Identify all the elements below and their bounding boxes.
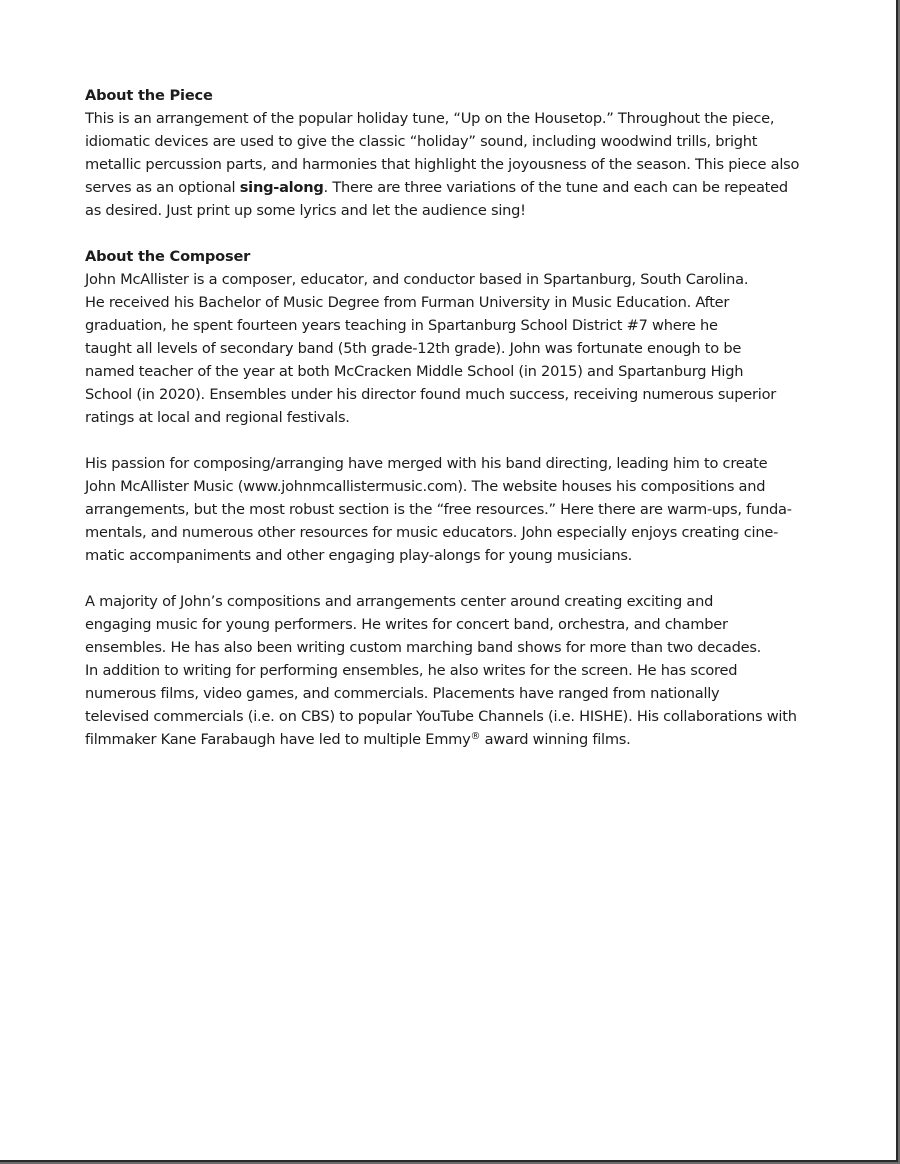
about-piece-text-start: This is an arrangement of the popular holiday tune, “Up on the Housetop.” Throughout the piece, idiomatic devices are used to give the classic “holiday” sound, including woodwind trills, bright metallic percussion parts, and harmonies that highlight the joyousness of the season. This piece also serves as an optional <box>85 110 800 196</box>
about-composer-heading: About the Composer <box>85 248 251 265</box>
about-piece-heading: About the Piece <box>85 87 213 104</box>
composer-bio-paragraph-3-text: A majority of John’s compositions and arrangements center around creating exciting and engaging music for young performers. He writes for concert band, orchestra, and chamber ensembles. He has also been writing custom marching band shows for more than two decades. In addition to writing for performing ensembles, he also writes for the screen. He has scored numerous films, video games, and commercials. Placements have ranged from nationally televised commercials (i.e. on CBS) to popular YouTube Channels (i.e. HISHE). His collaborations with filmmaker Kane Farabaugh have led to multiple Emmy <box>85 593 797 748</box>
about-piece-section <box>85 84 825 222</box>
page-content <box>85 84 825 751</box>
paragraph-spacer <box>85 429 825 452</box>
composer-bio-paragraph-3 <box>85 590 825 751</box>
paragraph-spacer <box>85 567 825 590</box>
composer-bio-paragraph-3-end: award winning films. <box>480 731 631 748</box>
composer-bio-paragraph-2: His passion for composing/arranging have merged with his band directing, leading him to create John McAllister Music (www.johnmcallistermusic.com). The website houses his compositions and arrangements, but the most robust section is the “free resources.” Here there are warm-ups, funda- mentals, and numerous other resources for music educators. John especially enjoys creating cine- matic accompaniments and other engaging play-alongs for young musicians. <box>85 455 792 564</box>
about-piece-text-end: . There are three variations of the tune and each can be repeated as desired. Just print up some lyrics and let the audience sing! <box>85 179 788 219</box>
composer-bio-paragraph-1: John McAllister is a composer, educator, and conductor based in Spartanburg, South Carolina. He received his Bachelor of Music Degree from Furman University in Music Education. After graduation, he spent fourteen years teaching in Spartanburg School District #7 where he taught all levels of secondary band (5th grade-12th grade). John was fortunate enough to be named teacher of the year at both McCracken Middle School (in 2015) and Spartanburg High School (in 2020). Ensembles under his director found much success, receiving numerous superior ratings at local and regional festivals. <box>85 271 776 426</box>
about-composer-section <box>85 245 825 751</box>
about-piece-paragraph <box>85 107 825 222</box>
registered-mark: ® <box>470 731 481 742</box>
sing-along-emphasis: sing-along <box>239 179 324 196</box>
section-spacer <box>85 222 825 245</box>
